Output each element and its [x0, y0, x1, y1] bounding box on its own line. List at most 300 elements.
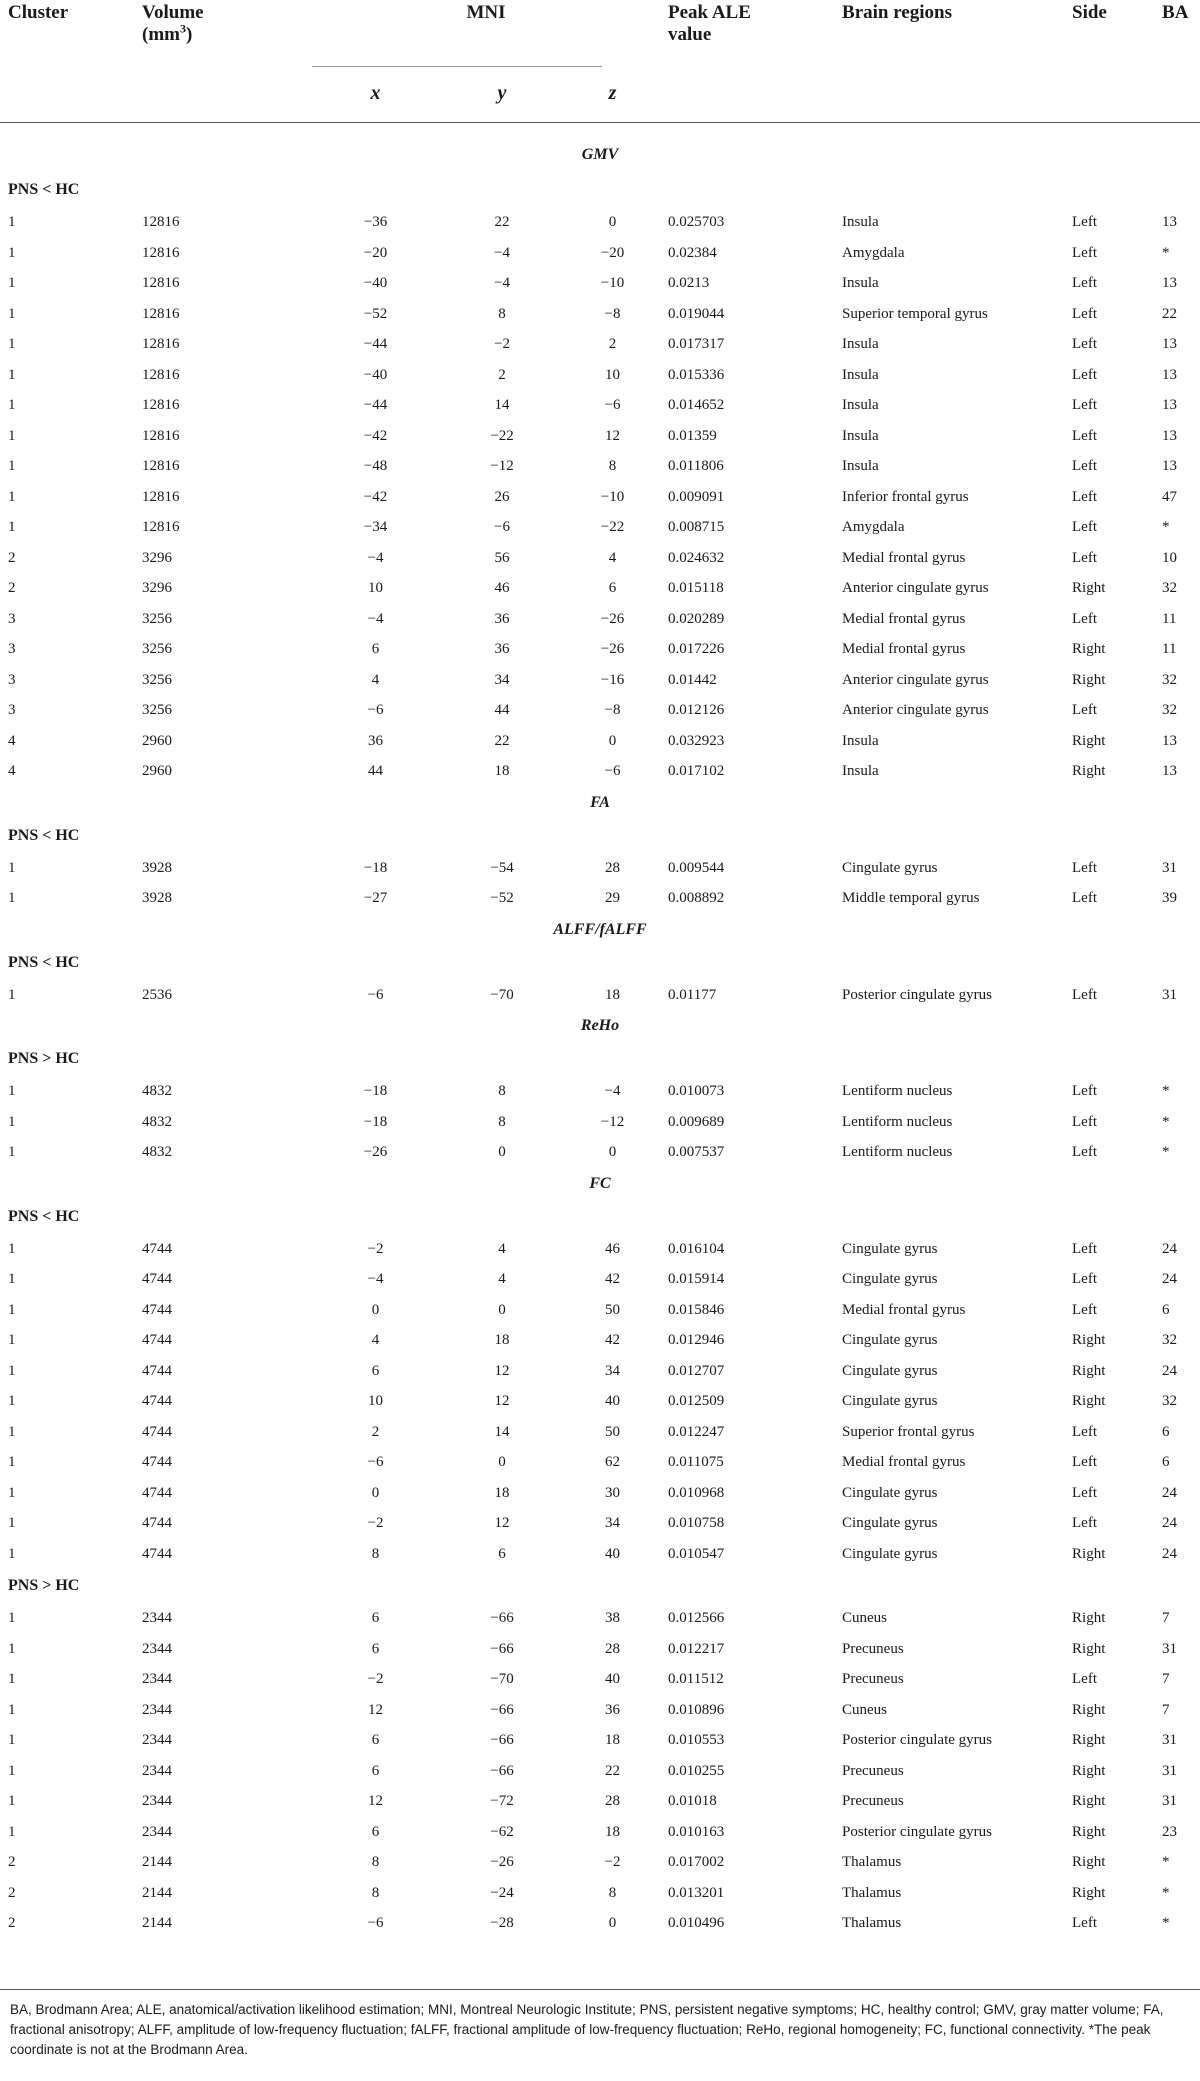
cell-volume: 4744 [142, 1545, 172, 1562]
cell-cluster: 1 [8, 986, 16, 1003]
header-spacer [134, 64, 312, 123]
cell-cluster: 2 [8, 1854, 16, 1871]
cell-brain-region: Amygdala [842, 519, 905, 536]
table-body [0, 123, 1200, 1939]
cell-volume: 4744 [142, 1454, 172, 1471]
cell-y: 6 [498, 1545, 506, 1562]
cell-ba: 7 [1162, 1671, 1170, 1688]
cell-volume: 3928 [142, 890, 172, 907]
cell-z: 12 [605, 427, 620, 444]
cell-x: 6 [371, 1732, 380, 1749]
table-row [0, 1786, 1200, 1817]
cell-side: Left [1072, 890, 1097, 907]
cell-volume: 2344 [142, 1793, 172, 1810]
cell-volume: 3256 [142, 641, 172, 658]
cell-brain-region: Insula [842, 397, 879, 414]
cell-side: Right [1072, 1393, 1106, 1410]
cell-volume: 4744 [142, 1484, 172, 1501]
cell-x: 8 [371, 1884, 380, 1901]
cell-side: Left [1072, 1271, 1097, 1288]
cell-peak-ale: 0.024632 [668, 549, 725, 566]
cell-x: 8 [371, 1545, 380, 1562]
cell-y: −66 [490, 1732, 514, 1749]
cell-volume: 4744 [142, 1240, 172, 1257]
cell-peak-ale: 0.009091 [668, 488, 725, 505]
cell-cluster: 1 [8, 397, 16, 414]
cell-x: −26 [363, 1144, 388, 1161]
table-row [0, 1508, 1200, 1539]
cell-ba: * [1162, 1144, 1170, 1161]
cell-ba: 31 [1162, 859, 1178, 876]
group-row [0, 1569, 1200, 1603]
header-regions: Brain regions [842, 2, 952, 23]
cell-side: Left [1072, 549, 1097, 566]
cell-z: −16 [600, 671, 625, 688]
cell-peak-ale: 0.010496 [668, 1915, 725, 1932]
cell-y: 0 [498, 1144, 506, 1161]
cell-peak-ale: 0.008892 [668, 890, 725, 907]
cell-z: 36 [605, 1701, 620, 1718]
cell-brain-region: Superior frontal gyrus [842, 1423, 975, 1440]
cell-z: 34 [605, 1362, 620, 1379]
cell-volume: 4832 [142, 1113, 172, 1130]
cell-volume: 4744 [142, 1362, 172, 1379]
cell-z: 0 [608, 732, 617, 749]
cell-x: −6 [367, 1915, 384, 1932]
table-row [0, 421, 1200, 452]
cell-volume: 4744 [142, 1423, 172, 1440]
cell-peak-ale: 0.014652 [668, 397, 725, 414]
cell-ba: 31 [1162, 1640, 1178, 1657]
group-label: PNS > HC [8, 1050, 80, 1067]
cell-brain-region: Cuneus [842, 1701, 888, 1718]
cell-x: 6 [371, 1762, 380, 1779]
cell-cluster: 1 [8, 1271, 16, 1288]
cell-cluster: 1 [8, 1610, 16, 1627]
cell-volume: 3296 [142, 580, 172, 597]
cell-ba: * [1162, 1083, 1170, 1100]
cell-x: −40 [363, 275, 388, 292]
cell-side: Right [1072, 1362, 1106, 1379]
cell-brain-region: Precuneus [842, 1671, 904, 1688]
cell-side: Left [1072, 1083, 1097, 1100]
cell-cluster: 1 [8, 427, 16, 444]
cell-side: Left [1072, 488, 1097, 505]
cell-brain-region: Lentiform nucleus [842, 1083, 953, 1100]
cell-cluster: 2 [8, 1884, 16, 1901]
cell-z: −10 [600, 488, 625, 505]
cell-peak-ale: 0.012566 [668, 1610, 725, 1627]
table-row [0, 853, 1200, 884]
cell-cluster: 1 [8, 1701, 16, 1718]
cell-z: 46 [605, 1240, 620, 1257]
table-row [0, 573, 1200, 604]
cell-volume: 4832 [142, 1083, 172, 1100]
cell-x: 0 [371, 1301, 380, 1318]
cell-peak-ale: 0.016104 [668, 1240, 725, 1257]
cell-cluster: 2 [8, 549, 16, 566]
table-header [0, 0, 1200, 123]
cell-brain-region: Cingulate gyrus [842, 1362, 938, 1379]
cell-cluster: 1 [8, 1545, 16, 1562]
table-row [0, 1634, 1200, 1665]
cell-volume: 2144 [142, 1915, 172, 1932]
cell-brain-region: Lentiform nucleus [842, 1144, 953, 1161]
cell-y: −4 [494, 275, 510, 292]
cell-y: 44 [494, 702, 510, 719]
cell-volume: 3256 [142, 702, 172, 719]
cell-y: 2 [498, 366, 506, 383]
cell-z: 42 [605, 1271, 620, 1288]
section-row [0, 914, 1200, 946]
cell-side: Right [1072, 1823, 1106, 1840]
cell-peak-ale: 0.009689 [668, 1113, 725, 1130]
cell-x: −44 [363, 397, 388, 414]
cell-z: 40 [605, 1671, 620, 1688]
cell-z: 0 [608, 1144, 617, 1161]
cell-ba: 11 [1162, 641, 1177, 658]
cell-side: Right [1072, 580, 1106, 597]
cell-brain-region: Insula [842, 763, 879, 780]
cell-y: 8 [498, 305, 506, 322]
cell-ba: 13 [1162, 397, 1178, 414]
cell-z: 28 [605, 859, 620, 876]
cell-side: Right [1072, 1732, 1106, 1749]
cell-ba: 7 [1162, 1610, 1170, 1627]
cell-side: Left [1072, 1915, 1097, 1932]
cell-x: −4 [367, 1271, 384, 1288]
cell-brain-region: Cingulate gyrus [842, 1515, 938, 1532]
cell-x: −20 [363, 244, 388, 261]
cell-ba: 32 [1162, 671, 1178, 688]
cell-x: 10 [368, 580, 383, 597]
cell-volume: 2344 [142, 1610, 172, 1627]
section-title: GMV [581, 146, 619, 163]
cell-x: 4 [371, 1332, 380, 1349]
cell-volume: 12816 [142, 397, 180, 414]
cell-y: −12 [490, 458, 514, 475]
cell-brain-region: Insula [842, 336, 879, 353]
header-peak-line2: value [668, 24, 712, 45]
cell-ba: 7 [1162, 1701, 1170, 1718]
cell-side: Right [1072, 1854, 1106, 1871]
cell-cluster: 1 [8, 458, 16, 475]
cell-volume: 4744 [142, 1393, 172, 1410]
cell-z: 30 [605, 1484, 620, 1501]
cell-brain-region: Posterior cingulate gyrus [842, 1732, 992, 1749]
cell-ba: 39 [1162, 890, 1178, 907]
cell-y: 14 [494, 1423, 510, 1440]
cell-y: −24 [490, 1884, 514, 1901]
cell-ba: 24 [1162, 1271, 1178, 1288]
cell-peak-ale: 0.015846 [668, 1301, 725, 1318]
cell-brain-region: Cuneus [842, 1610, 888, 1627]
cell-side: Left [1072, 458, 1097, 475]
table-row [0, 695, 1200, 726]
table-row [0, 299, 1200, 330]
table-row [0, 512, 1200, 543]
cell-side: Right [1072, 1884, 1106, 1901]
cell-y: 26 [494, 488, 510, 505]
cell-peak-ale: 0.008715 [668, 519, 725, 536]
table-row [0, 1847, 1200, 1878]
cell-peak-ale: 0.010255 [668, 1762, 725, 1779]
cell-peak-ale: 0.015336 [668, 366, 725, 383]
cell-peak-ale: 0.019044 [668, 305, 725, 322]
table-row [0, 451, 1200, 482]
cell-side: Left [1072, 702, 1097, 719]
cell-z: 29 [605, 890, 620, 907]
cell-peak-ale: 0.01018 [668, 1793, 717, 1810]
cell-volume: 2344 [142, 1701, 172, 1718]
cell-peak-ale: 0.011806 [668, 458, 724, 475]
cell-x: −2 [367, 1240, 384, 1257]
cell-cluster: 2 [8, 1915, 16, 1932]
cell-brain-region: Thalamus [842, 1854, 902, 1871]
table-row [0, 360, 1200, 391]
cell-volume: 2144 [142, 1854, 172, 1871]
cell-x: 12 [368, 1701, 383, 1718]
cell-cluster: 1 [8, 1144, 16, 1161]
cell-y: −66 [490, 1701, 514, 1718]
cell-volume: 12816 [142, 488, 180, 505]
cell-y: 18 [494, 1484, 510, 1501]
header-z: z [608, 82, 617, 104]
section-row [0, 1168, 1200, 1200]
cell-z: 2 [608, 336, 617, 353]
cell-volume: 2960 [142, 763, 172, 780]
cell-ba: 47 [1162, 488, 1178, 505]
cell-side: Right [1072, 1332, 1106, 1349]
header-peak-line1: Peak ALE [668, 2, 751, 23]
cell-brain-region: Insula [842, 732, 879, 749]
header-y: y [497, 82, 507, 104]
cell-cluster: 1 [8, 1083, 16, 1100]
cell-side: Left [1072, 1144, 1097, 1161]
cell-brain-region: Anterior cingulate gyrus [842, 671, 989, 688]
cell-x: −18 [363, 1083, 388, 1100]
cell-z: −8 [604, 702, 621, 719]
cell-volume: 2344 [142, 1823, 172, 1840]
cell-volume: 2344 [142, 1640, 172, 1657]
cell-z: 0 [608, 1915, 617, 1932]
cell-x: −2 [367, 1671, 384, 1688]
cell-brain-region: Lentiform nucleus [842, 1113, 953, 1130]
cell-brain-region: Insula [842, 427, 879, 444]
cell-volume: 2344 [142, 1671, 172, 1688]
cell-cluster: 3 [8, 610, 16, 627]
cell-side: Left [1072, 859, 1097, 876]
cell-peak-ale: 0.015118 [668, 580, 724, 597]
group-label: PNS < HC [8, 953, 80, 971]
cell-y: −22 [490, 427, 514, 444]
cell-volume: 12816 [142, 305, 180, 322]
cell-peak-ale: 0.009544 [668, 859, 725, 876]
section-row [0, 123, 1200, 174]
cell-peak-ale: 0.007537 [668, 1144, 725, 1161]
cell-volume: 4744 [142, 1301, 172, 1318]
cell-x: −6 [367, 1454, 384, 1471]
table-row [0, 1137, 1200, 1168]
cell-z: 18 [605, 1823, 620, 1840]
cell-y: −4 [494, 244, 510, 261]
cell-side: Right [1072, 1793, 1106, 1810]
cell-ba: 24 [1162, 1362, 1178, 1379]
cell-y: 4 [498, 1240, 506, 1257]
cell-brain-region: Medial frontal gyrus [842, 1454, 966, 1471]
cell-z: −12 [600, 1113, 625, 1130]
cell-y: −6 [494, 519, 510, 536]
cell-z: −26 [600, 641, 625, 658]
cell-z: −4 [604, 1083, 621, 1100]
section-title: FC [589, 1174, 611, 1192]
cell-peak-ale: 0.01177 [668, 986, 717, 1003]
cell-side: Right [1072, 732, 1106, 749]
cell-cluster: 1 [8, 1640, 16, 1657]
cell-ba: 6 [1162, 1301, 1170, 1318]
cell-brain-region: Superior temporal gyrus [842, 305, 988, 322]
cell-x: −27 [363, 890, 388, 907]
header-spacer [1154, 64, 1200, 123]
cell-z: 42 [605, 1332, 620, 1349]
cell-brain-region: Cingulate gyrus [842, 1271, 938, 1288]
cell-peak-ale: 0.013201 [668, 1884, 725, 1901]
cell-brain-region: Thalamus [842, 1915, 902, 1932]
cell-side: Left [1072, 305, 1097, 322]
header-volume-label: Volume [142, 2, 204, 23]
cell-x: −34 [363, 519, 388, 536]
cell-peak-ale: 0.012946 [668, 1332, 725, 1349]
group-row [0, 1042, 1200, 1076]
section-title: ALFF/fALFF [553, 920, 647, 938]
cell-x: 8 [371, 1854, 380, 1871]
header-side: Side [1072, 2, 1107, 23]
cell-ba: 13 [1162, 458, 1178, 475]
cell-y: −52 [490, 890, 514, 907]
table-row [0, 1695, 1200, 1726]
cell-ba: 24 [1162, 1515, 1178, 1532]
cell-brain-region: Anterior cingulate gyrus [842, 580, 989, 597]
cell-x: −36 [363, 214, 388, 231]
cell-x: 4 [371, 671, 380, 688]
cell-z: 38 [605, 1610, 620, 1627]
cell-volume: 12816 [142, 519, 180, 536]
cell-brain-region: Precuneus [842, 1640, 904, 1657]
table-row [0, 883, 1200, 914]
cell-ba: 13 [1162, 732, 1178, 749]
cell-y: 8 [498, 1113, 506, 1130]
header-spacer [834, 64, 1064, 123]
cell-y: 36 [494, 610, 510, 627]
cell-x: −6 [367, 702, 384, 719]
table-bottom-rule [0, 1989, 1200, 1990]
cell-cluster: 4 [8, 732, 16, 749]
cell-cluster: 1 [8, 244, 16, 261]
cell-x: −18 [363, 859, 388, 876]
cell-side: Left [1072, 397, 1097, 414]
cell-y: −2 [494, 336, 510, 353]
cell-z: 0 [608, 214, 617, 231]
cell-x: −2 [367, 1515, 384, 1532]
cell-volume: 2344 [142, 1762, 172, 1779]
cell-peak-ale: 0.010896 [668, 1701, 725, 1718]
cell-z: 22 [605, 1762, 620, 1779]
cell-y: 18 [494, 1332, 510, 1349]
cell-cluster: 1 [8, 1671, 16, 1688]
cell-y: 46 [494, 580, 510, 597]
cell-cluster: 2 [8, 580, 16, 597]
table-row [0, 1107, 1200, 1138]
cell-y: 56 [494, 549, 510, 566]
cell-x: −40 [363, 366, 388, 383]
cell-volume: 12816 [142, 336, 180, 353]
cell-ba: 11 [1162, 610, 1177, 627]
cell-z: 6 [608, 580, 617, 597]
header-peak [660, 0, 834, 64]
table-row [0, 207, 1200, 238]
cell-volume: 2960 [142, 732, 172, 749]
cell-peak-ale: 0.015914 [668, 1271, 725, 1288]
cell-cluster: 1 [8, 519, 16, 536]
cell-cluster: 1 [8, 1484, 16, 1501]
cell-volume: 4744 [142, 1515, 172, 1532]
table-row [0, 1817, 1200, 1848]
cell-volume: 3296 [142, 549, 172, 566]
cell-ba: 31 [1162, 1732, 1178, 1749]
cell-cluster: 1 [8, 1823, 16, 1840]
cell-y: 34 [494, 671, 510, 688]
cell-x: 6 [371, 1640, 380, 1657]
cell-brain-region: Insula [842, 458, 879, 475]
cell-volume: 4744 [142, 1271, 172, 1288]
cell-y: −54 [490, 859, 514, 876]
cell-brain-region: Amygdala [842, 244, 905, 261]
cell-brain-region: Cingulate gyrus [842, 1393, 938, 1410]
section-row [0, 1010, 1200, 1042]
cell-z: −6 [604, 397, 621, 414]
table-row [0, 756, 1200, 787]
cell-y: −70 [490, 1671, 514, 1688]
cell-ba: 6 [1162, 1423, 1170, 1440]
cell-cluster: 1 [8, 890, 16, 907]
group-label: PNS > HC [8, 1577, 80, 1594]
table-row [0, 1234, 1200, 1265]
cell-peak-ale: 0.01359 [668, 427, 717, 444]
table-row [0, 1447, 1200, 1478]
cell-z: 50 [605, 1423, 620, 1440]
group-row [0, 1200, 1200, 1234]
cell-x: −4 [367, 549, 384, 566]
cell-ba: 32 [1162, 580, 1178, 597]
table-row [0, 1325, 1200, 1356]
cell-peak-ale: 0.010758 [668, 1515, 725, 1532]
cell-ba: 6 [1162, 1454, 1170, 1471]
cell-x: 44 [368, 763, 383, 780]
header-spacer [660, 64, 834, 123]
cell-brain-region: Cingulate gyrus [842, 1545, 938, 1562]
cell-peak-ale: 0.025703 [668, 214, 725, 231]
cell-brain-region: Cingulate gyrus [842, 859, 938, 876]
cell-peak-ale: 0.010073 [668, 1083, 725, 1100]
cell-ba: 31 [1162, 1793, 1178, 1810]
table-row [0, 1539, 1200, 1570]
cell-y: −66 [490, 1610, 514, 1627]
table-row [0, 238, 1200, 269]
cell-peak-ale: 0.017002 [668, 1854, 725, 1871]
cell-ba: * [1162, 244, 1170, 261]
table-row [0, 1386, 1200, 1417]
cell-brain-region: Insula [842, 275, 879, 292]
